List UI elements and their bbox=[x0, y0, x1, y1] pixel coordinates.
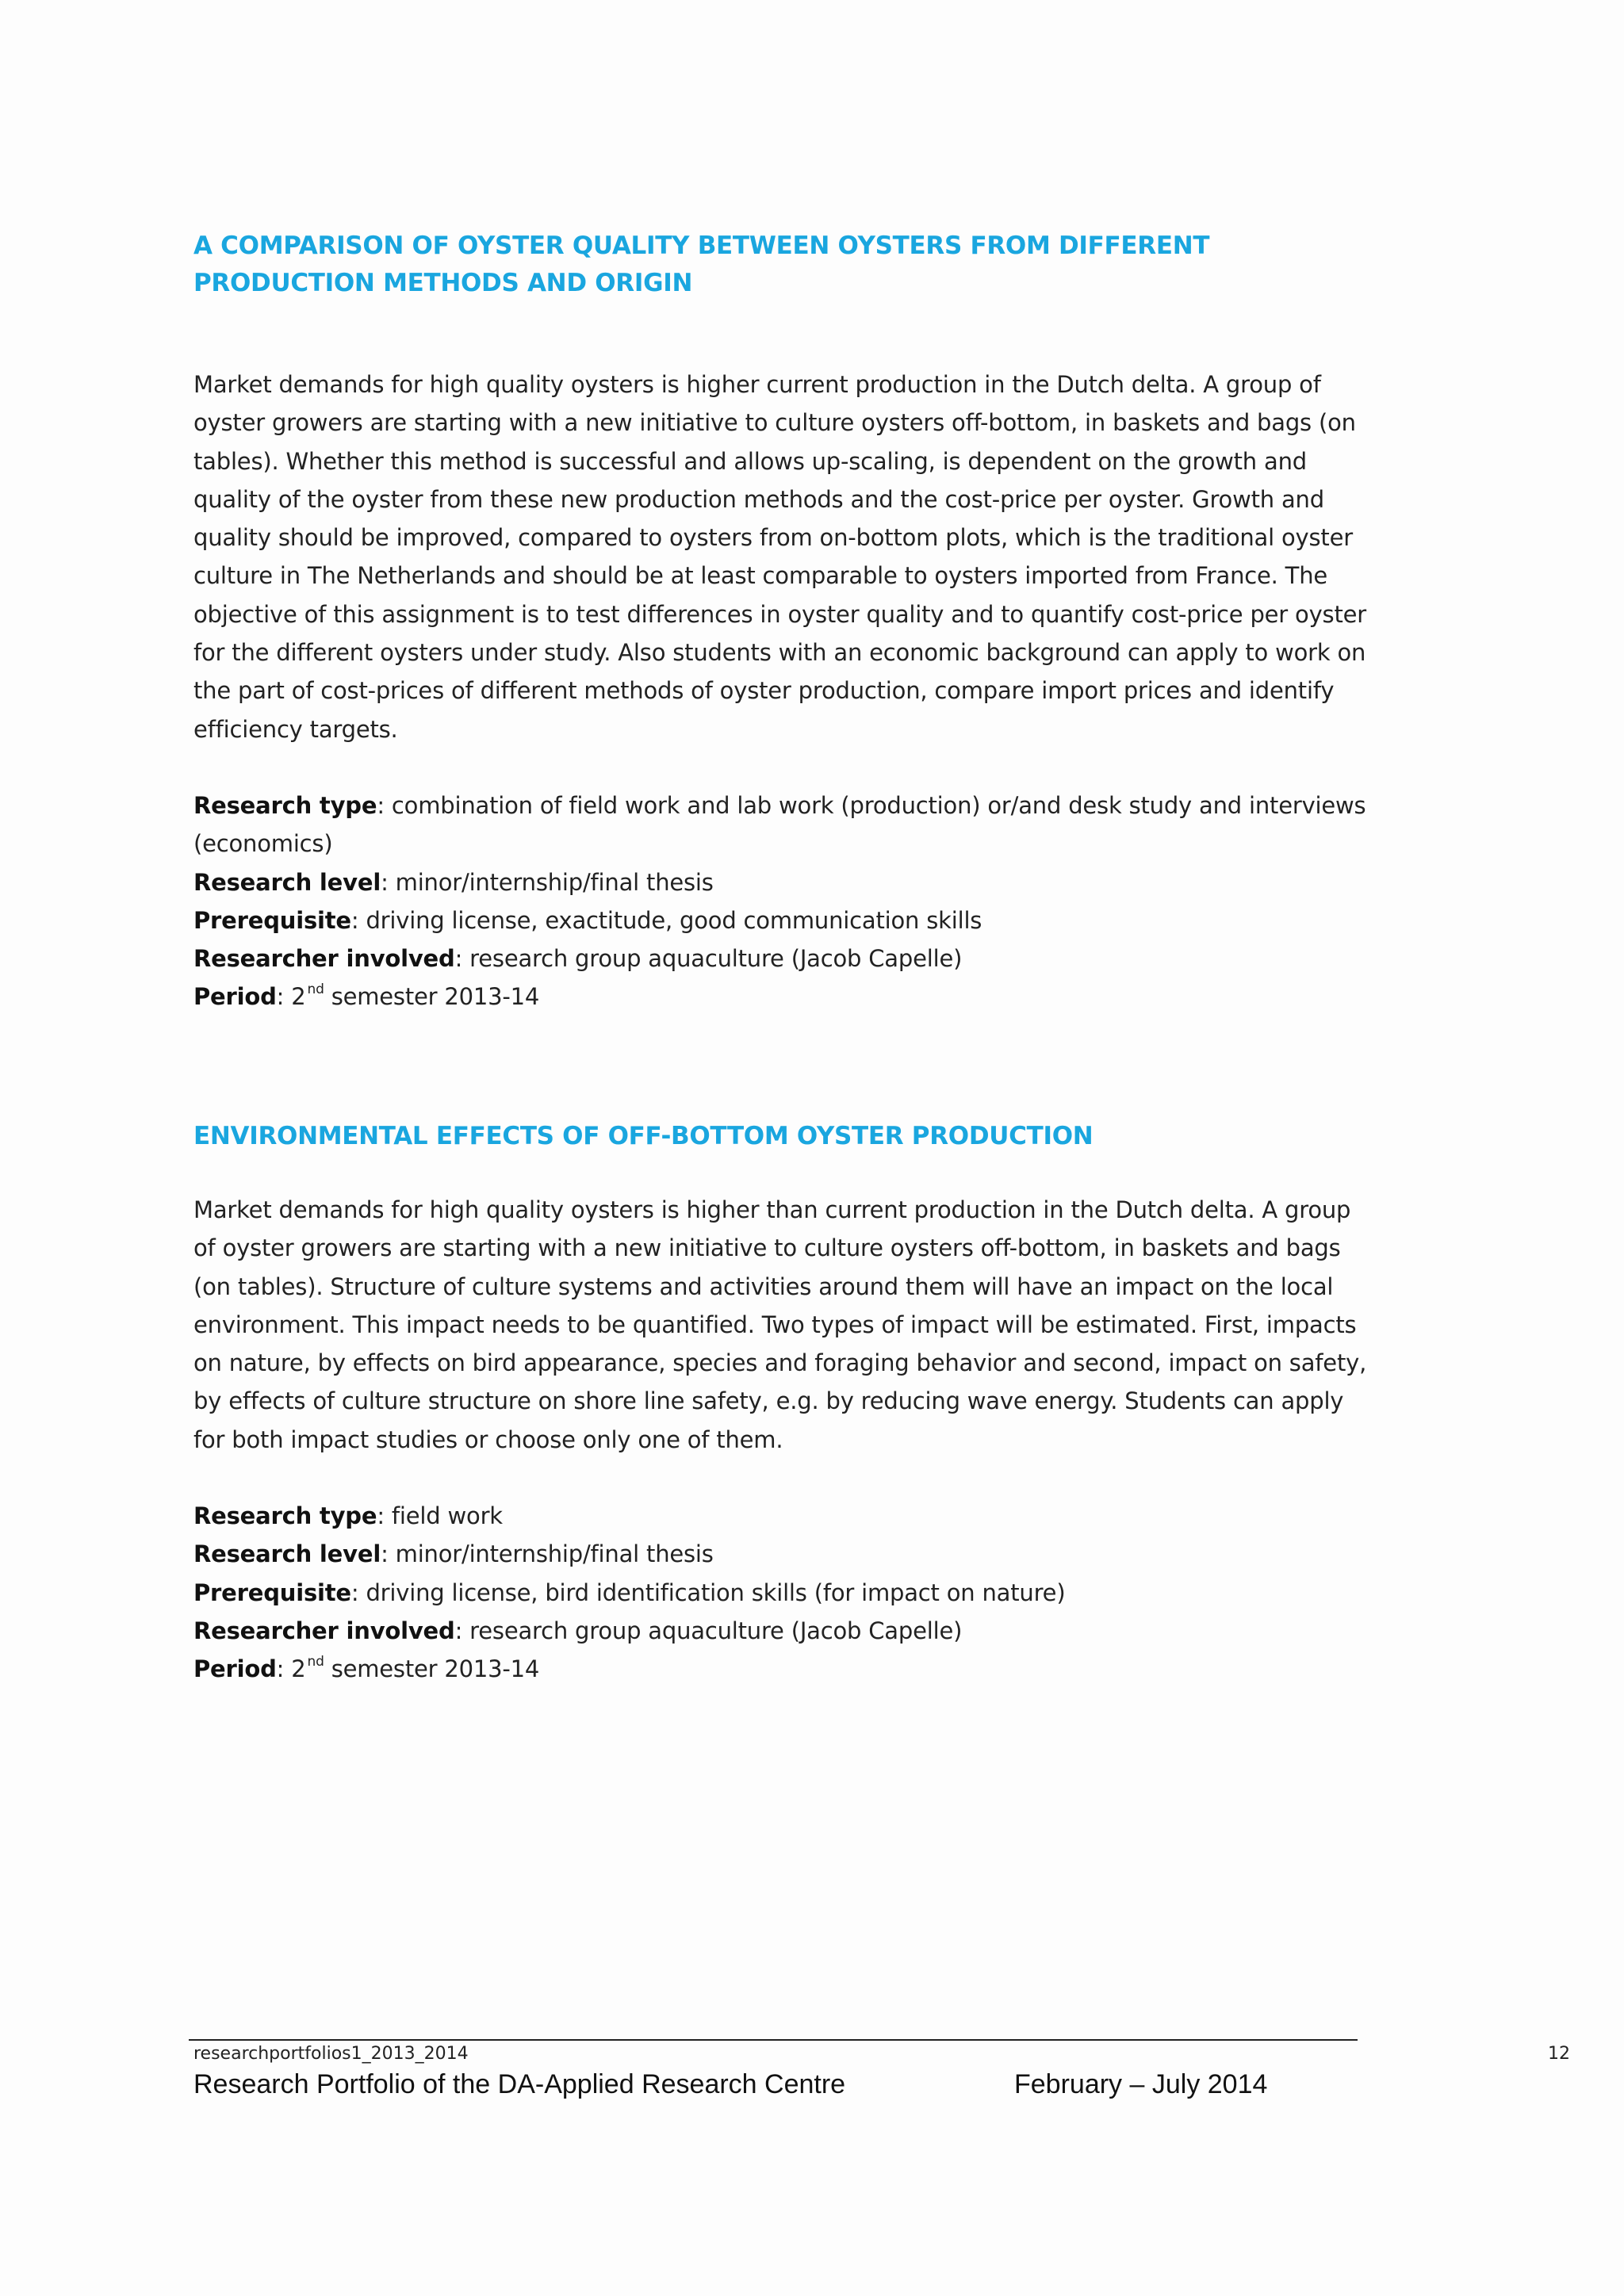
research-type bbox=[193, 786, 1367, 863]
section-environmental-effects bbox=[193, 1118, 1367, 1689]
section-body: Market demands for high quality oysters is higher current production in the Dutch delta. A group of oyster growers are starting with a new initiative to culture oysters off-bottom, in baskets and bags (on tables). Whether this method is successful and allows up-scaling, is dependent on the growth and quality of the oyster from these new production methods and the cost-price per oyster. Growth and quality should be improved, compared to oysters from on-bottom plots, which is the traditional oyster culture in The Netherlands and should be at least comparable to oysters imported from France. The objective of this assignment is to test differences in oyster quality and to quantify cost-price per oyster for the different oysters under study. Also students with an economic background can apply to work on the part of cost-prices of different methods of oyster production, compare import prices and identify efficiency targets. bbox=[193, 371, 1366, 743]
researcher-label: Researcher involved bbox=[193, 945, 455, 973]
prerequisite-label: Prerequisite bbox=[193, 1578, 351, 1606]
research-level-value: : minor/internship/final thesis bbox=[381, 1540, 714, 1568]
research-level bbox=[193, 1535, 1367, 1573]
section-title: ENVIRONMENTAL EFFECTS OF OFF-BOTTOM OYSTER PRODUCTION bbox=[193, 1122, 1094, 1150]
page-number: 12 bbox=[1548, 2044, 1570, 2064]
research-level-value: : minor/internship/final thesis bbox=[381, 868, 714, 896]
period-suffix: semester 2013-14 bbox=[324, 1655, 540, 1683]
researcher-label: Researcher involved bbox=[193, 1617, 455, 1644]
research-type-value: : field work bbox=[377, 1502, 503, 1530]
research-type-label: Research type bbox=[193, 1502, 377, 1530]
prerequisite bbox=[193, 1574, 1367, 1612]
period-label: Period bbox=[193, 983, 277, 1011]
research-type bbox=[193, 1497, 1367, 1535]
prerequisite-value: : driving license, exactitude, good communication skills bbox=[350, 906, 982, 934]
period-label: Period bbox=[193, 1655, 277, 1683]
project-details bbox=[193, 786, 1367, 1016]
footer-date-range: February – July 2014 bbox=[1014, 2069, 1268, 2099]
footer-filename: researchportfolios1_2013_2014 bbox=[193, 2044, 469, 2064]
research-type-label: Research type bbox=[193, 791, 377, 819]
researcher-involved bbox=[193, 1612, 1367, 1650]
researcher-value: : research group aquaculture (Jacob Capelle) bbox=[454, 945, 963, 973]
period-suffix: semester 2013-14 bbox=[324, 983, 540, 1011]
research-type-value: : combination of field work and lab work (production) or/and desk study and interviews (economics) bbox=[193, 791, 1366, 858]
section-body: Market demands for high quality oysters is higher than current production in the Dutch delta. A group of oyster growers are starting with a new initiative to culture oysters off-bottom, in baskets and bags (on tables). Structure of culture systems and activities around them will have an impact on the local environment. This impact needs to be quantified. Two types of impact will be estimated. First, impacts on nature, by effects on bird appearance, species and foraging behavior and second, impact on safety, by effects of culture structure on shore line safety, e.g. by reducing wave energy. Students can apply for both impact studies or choose only one of them. bbox=[193, 1196, 1367, 1453]
prerequisite-label: Prerequisite bbox=[193, 906, 351, 934]
period-prefix: : 2 bbox=[276, 1655, 306, 1683]
researcher-value: : research group aquaculture (Jacob Capelle) bbox=[454, 1617, 963, 1644]
prerequisite bbox=[193, 901, 1367, 939]
period-prefix: : 2 bbox=[276, 983, 306, 1011]
section-title: A COMPARISON OF OYSTER QUALITY BETWEEN OYSTERS FROM DIFFERENT PRODUCTION METHODS AND ORIGIN bbox=[193, 232, 1210, 297]
project-details bbox=[193, 1497, 1367, 1688]
period-superscript: nd bbox=[307, 981, 324, 997]
researcher-involved bbox=[193, 939, 1367, 978]
period bbox=[193, 978, 1367, 1016]
section-oyster-quality bbox=[193, 228, 1367, 1016]
footer-organization: Research Portfolio of the DA-Applied Research Centre bbox=[193, 2069, 846, 2099]
research-level-label: Research level bbox=[193, 868, 381, 896]
period-superscript: nd bbox=[307, 1653, 324, 1670]
research-level bbox=[193, 863, 1367, 901]
research-level-label: Research level bbox=[193, 1540, 381, 1568]
prerequisite-value: : driving license, bird identification skills (for impact on nature) bbox=[350, 1578, 1066, 1606]
period bbox=[193, 1650, 1367, 1688]
footer-divider bbox=[189, 2039, 1358, 2041]
